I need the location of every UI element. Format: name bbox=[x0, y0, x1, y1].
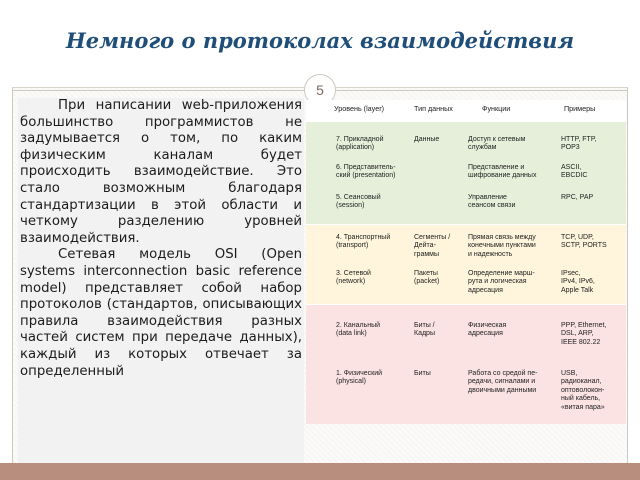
table-cell-examples: IPsec, IPv4, IPv6, Apple Talk bbox=[561, 270, 595, 294]
table-cell-examples: PPP, Ethernet, DSL, ARP, IEEE 802.22 bbox=[561, 322, 607, 346]
table-cell-data: Сегменты / Дейта- граммы bbox=[414, 234, 451, 258]
header-layer: Уровень (layer) bbox=[334, 104, 385, 113]
paragraph-1: При написании web-приложения большинство программистов не задумывается о том, по каким физическим каналам будет происходить взаимодействие. Это стало возможным благодаря стандартизации в этой области и четкому разделению уровней взаимодействия. bbox=[20, 98, 302, 246]
table-cell-examples: RPC, PAP bbox=[561, 194, 594, 201]
table-cell-data: Биты / Кадры bbox=[414, 322, 435, 338]
table-cell-examples: USB, радиоканал, оптоволокон- ный кабель, «витая пара» bbox=[561, 370, 605, 411]
header-examples: Примеры bbox=[564, 104, 596, 113]
table-cell-data: Данные bbox=[414, 136, 440, 143]
table-cell-functions: Доступ к сетевым службам bbox=[468, 136, 526, 152]
table-cell-examples: HTTP, FTP, POP3 bbox=[561, 136, 597, 152]
slide-title: Немного о протоколах взаимодействия bbox=[65, 28, 575, 53]
table-cell-layer: 1. Физический (physical) bbox=[336, 370, 383, 386]
paragraph-2: Сетевая модель OSI (Open systems interconnection basic reference model) представляет собой набор протоколов (стандартов, описывающих правила взаимодействия разных частей систем при передаче данных), каждый из которых отвечает за определенный bbox=[20, 247, 302, 379]
table-cell-examples: ASCII, EBCDIC bbox=[561, 164, 588, 180]
table-cell-layer: 7. Прикладной (application) bbox=[336, 136, 384, 152]
table-cell-functions: Физическая адресация bbox=[468, 322, 507, 338]
osi-table bbox=[306, 100, 626, 424]
page-number: 5 bbox=[304, 74, 336, 106]
table-cell-data: Биты bbox=[414, 370, 431, 377]
table-cell-functions: Представление и шифрование данных bbox=[468, 164, 537, 180]
table-cell-examples: TCP, UDP, SCTP, PORTS bbox=[561, 234, 607, 250]
table-cell-layer: 3. Сетевой (network) bbox=[336, 270, 371, 286]
table-header bbox=[306, 100, 626, 122]
header-data-type: Тип данных bbox=[414, 104, 453, 113]
header-functions: Функции bbox=[482, 104, 511, 113]
table-cell-layer: 5. Сеансовый (session) bbox=[336, 194, 381, 210]
group-separator bbox=[306, 224, 626, 225]
table-cell-functions: Работа со средой пе- редачи, сигналами и двоичными данными bbox=[468, 370, 538, 394]
group-separator bbox=[306, 304, 626, 305]
bottom-accent-bar bbox=[0, 463, 640, 480]
table-cell-functions: Определение марш- рута и логическая адресация bbox=[468, 270, 535, 294]
table-cell-data: Пакеты (packet) bbox=[414, 270, 440, 286]
table-cell-layer: 6. Представитель- ский (presentation) bbox=[336, 164, 396, 180]
table-cell-functions: Прямая связь между конечными пунктами и надежность bbox=[468, 234, 536, 258]
table-cell-layer: 4. Транспортный (transport) bbox=[336, 234, 391, 250]
table-cell-functions: Управление сеансом связи bbox=[468, 194, 516, 210]
body-text bbox=[18, 98, 304, 464]
table-cell-layer: 2. Канальный (data link) bbox=[336, 322, 381, 338]
